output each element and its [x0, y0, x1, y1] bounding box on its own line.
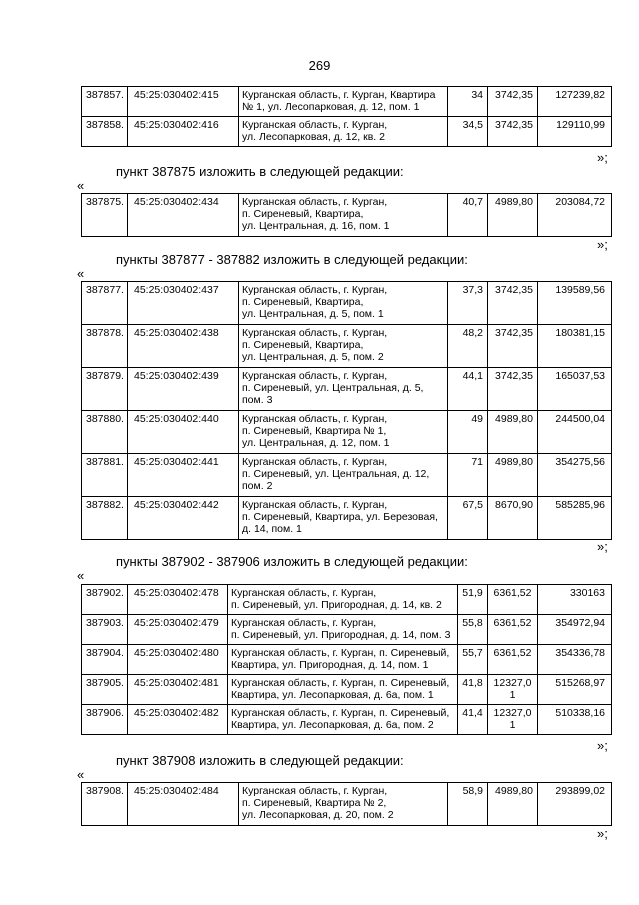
close-quote: »; [597, 539, 608, 554]
total-value-cell: 165037,53 [538, 368, 612, 411]
area-cell: 41,4 [458, 705, 488, 735]
address-cell [239, 194, 448, 237]
total-value-cell: 139589,56 [538, 282, 612, 325]
item-number-cell: 387902. [82, 585, 128, 615]
address-cell [239, 325, 448, 368]
total-value-cell: 127239,82 [538, 87, 612, 117]
area-cell: 55,7 [458, 645, 488, 675]
area-cell: 48,2 [448, 325, 488, 368]
cadastral-number-cell: 45:25:030402:481 [128, 675, 228, 705]
section-header: пункт 387908 изложить в следующей редакции: [116, 753, 404, 768]
cadastral-number-cell: 45:25:030402:482 [128, 705, 228, 735]
address-line: Курганская область, г. Курган, [242, 785, 388, 797]
cadastral-number-cell: 45:25:030402:442 [128, 497, 239, 540]
address-line: ул. Центральная, д. 5, пом. 1 [242, 308, 384, 320]
address-line: ул. Лесопарковая, д. 20, пом. 2 [242, 809, 394, 821]
area-cell: 51,9 [458, 585, 488, 615]
cadastral-number-cell: 45:25:030402:439 [128, 368, 239, 411]
price-cell [488, 705, 538, 735]
property-table [81, 193, 612, 237]
item-number-cell: 387881. [82, 454, 128, 497]
address-cell [239, 282, 448, 325]
table-row [82, 194, 612, 237]
table-row [82, 497, 612, 540]
address-cell [228, 615, 458, 645]
close-quote: »; [597, 150, 608, 165]
address-line: Курганская область, г. Курган, [242, 499, 388, 511]
item-number-cell: 387877. [82, 282, 128, 325]
price-cell: 3742,35 [488, 87, 538, 117]
close-quote: »; [597, 826, 608, 841]
address-line: Курганская область, г. Курган, Квартира [242, 89, 436, 101]
address-cell [239, 368, 448, 411]
total-value-cell: 585285,96 [538, 497, 612, 540]
item-number-cell: 387880. [82, 411, 128, 454]
property-table [81, 782, 612, 826]
price-line: 1 [509, 719, 516, 731]
address-line: пом. 3 [242, 394, 273, 406]
area-cell: 34,5 [448, 117, 488, 147]
price-cell: 8670,90 [488, 497, 538, 540]
total-value-cell: 510338,16 [538, 705, 612, 735]
address-line: п. Сиреневый, Квартира, [242, 208, 364, 220]
address-line: № 1, ул. Лесопарковая, д. 12, пом. 1 [242, 101, 420, 113]
open-quote: « [77, 767, 85, 782]
area-cell: 49 [448, 411, 488, 454]
price-line: 12327,0 [493, 677, 532, 689]
close-quote: »; [597, 738, 608, 753]
total-value-cell: 354972,94 [538, 615, 612, 645]
price-cell: 4989,80 [488, 411, 538, 454]
table-row [82, 87, 612, 117]
open-quote: « [77, 178, 85, 193]
cadastral-number-cell: 45:25:030402:415 [128, 87, 239, 117]
address-line: п. Сиреневый, ул. Пригородная, д. 14, кв. 2 [231, 599, 442, 611]
cadastral-number-cell: 45:25:030402:478 [128, 585, 228, 615]
address-line: ул. Центральная, д. 12, пом. 1 [242, 437, 390, 449]
table-row [82, 705, 612, 735]
address-line: п. Сиреневый, Квартира, [242, 296, 364, 308]
property-table [81, 86, 612, 147]
table-row [82, 325, 612, 368]
address-cell [239, 454, 448, 497]
cadastral-number-cell: 45:25:030402:480 [128, 645, 228, 675]
price-cell [488, 675, 538, 705]
table-row [82, 675, 612, 705]
price-cell: 4989,80 [488, 194, 538, 237]
item-number-cell: 387903. [82, 615, 128, 645]
table-row [82, 411, 612, 454]
area-cell: 34 [448, 87, 488, 117]
address-cell [228, 585, 458, 615]
table-row [82, 117, 612, 147]
item-number-cell: 387875. [82, 194, 128, 237]
address-line: Квартира, ул. Пригородная, д. 14, пом. 1 [231, 659, 429, 671]
total-value-cell: 293899,02 [538, 783, 612, 826]
cadastral-number-cell: 45:25:030402:438 [128, 325, 239, 368]
total-value-cell: 180381,15 [538, 325, 612, 368]
address-line: Квартира, ул. Лесопарковая, д. 6а, пом. 1 [231, 689, 434, 701]
price-cell: 3742,35 [488, 282, 538, 325]
item-number-cell: 387858. [82, 117, 128, 147]
address-line: Курганская область, г. Курган, [242, 413, 388, 425]
property-table [81, 281, 612, 540]
address-line: Квартира, ул. Лесопарковая, д. 6а, пом. 2 [231, 719, 434, 731]
table-row [82, 615, 612, 645]
address-line: п. Сиреневый, Квартира, ул. Березовая, [242, 511, 438, 523]
item-number-cell: 387857. [82, 87, 128, 117]
area-cell: 44,1 [448, 368, 488, 411]
item-number-cell: 387882. [82, 497, 128, 540]
item-number-cell: 387908. [82, 783, 128, 826]
address-line: Курганская область, г. Курган, [242, 370, 388, 382]
section-header: пункты 387877 - 387882 изложить в следующей редакции: [116, 252, 468, 267]
table-row [82, 282, 612, 325]
address-cell [228, 705, 458, 735]
address-line: Курганская область, г. Курган, п. Сиреневый, [231, 677, 450, 689]
address-line: Курганская область, г. Курган, [242, 196, 388, 208]
cadastral-number-cell: 45:25:030402:437 [128, 282, 239, 325]
address-line: д. 14, пом. 1 [242, 523, 302, 535]
address-line: Курганская область, г. Курган, [242, 119, 388, 131]
cadastral-number-cell: 45:25:030402:441 [128, 454, 239, 497]
address-line: п. Сиреневый, ул. Центральная, д. 12, [242, 468, 430, 480]
total-value-cell: 354275,56 [538, 454, 612, 497]
cadastral-number-cell: 45:25:030402:479 [128, 615, 228, 645]
address-cell [228, 645, 458, 675]
price-cell: 4989,80 [488, 454, 538, 497]
address-cell [239, 783, 448, 826]
price-cell: 6361,52 [488, 585, 538, 615]
table-row [82, 368, 612, 411]
area-cell: 41,8 [458, 675, 488, 705]
cadastral-number-cell: 45:25:030402:484 [128, 783, 239, 826]
address-cell [239, 497, 448, 540]
cadastral-number-cell: 45:25:030402:440 [128, 411, 239, 454]
address-cell [239, 117, 448, 147]
price-cell: 3742,35 [488, 325, 538, 368]
price-line: 12327,0 [493, 707, 532, 719]
table-row [82, 454, 612, 497]
table-row [82, 585, 612, 615]
address-line: Курганская область, г. Курган, [242, 284, 388, 296]
total-value-cell: 203084,72 [538, 194, 612, 237]
table-row [82, 645, 612, 675]
open-quote: « [77, 266, 85, 281]
item-number-cell: 387879. [82, 368, 128, 411]
address-line: Курганская область, г. Курган, п. Сиреневый, [231, 707, 450, 719]
address-line: п. Сиреневый, Квартира № 1, [242, 425, 387, 437]
cadastral-number-cell: 45:25:030402:416 [128, 117, 239, 147]
area-cell: 67,5 [448, 497, 488, 540]
price-cell: 6361,52 [488, 615, 538, 645]
address-line: п. Сиреневый, Квартира, [242, 339, 364, 351]
address-line: п. Сиреневый, ул. Центральная, д. 5, [242, 382, 424, 394]
address-cell [228, 675, 458, 705]
address-line: ул. Лесопарковая, д. 12, кв. 2 [242, 131, 385, 143]
price-line: 1 [509, 689, 516, 701]
area-cell: 58,9 [448, 783, 488, 826]
area-cell: 55,8 [458, 615, 488, 645]
address-line: п. Сиреневый, ул. Пригородная, д. 14, пом. 3 [231, 629, 451, 641]
page-number: 269 [308, 58, 331, 73]
address-line: Курганская область, г. Курган, [231, 617, 377, 629]
price-cell: 4989,80 [488, 783, 538, 826]
total-value-cell: 330163 [538, 585, 612, 615]
address-line: пом. 2 [242, 480, 273, 492]
close-quote: »; [597, 237, 608, 252]
total-value-cell: 244500,04 [538, 411, 612, 454]
price-cell: 3742,35 [488, 117, 538, 147]
address-cell [239, 411, 448, 454]
property-table [81, 584, 612, 735]
area-cell: 71 [448, 454, 488, 497]
address-line: ул. Центральная, д. 16, пом. 1 [242, 220, 390, 232]
address-line: Курганская область, г. Курган, п. Сиреневый, [231, 647, 450, 659]
price-cell: 3742,35 [488, 368, 538, 411]
address-line: Курганская область, г. Курган, [242, 456, 388, 468]
address-line: Курганская область, г. Курган, [231, 587, 377, 599]
area-cell: 40,7 [448, 194, 488, 237]
item-number-cell: 387906. [82, 705, 128, 735]
item-number-cell: 387905. [82, 675, 128, 705]
table-row [82, 783, 612, 826]
address-line: ул. Центральная, д. 5, пом. 2 [242, 351, 384, 363]
section-header: пункты 387902 - 387906 изложить в следующей редакции: [116, 554, 468, 569]
section-header: пункт 387875 изложить в следующей редакции: [116, 164, 404, 179]
price-cell: 6361,52 [488, 645, 538, 675]
item-number-cell: 387904. [82, 645, 128, 675]
open-quote: « [77, 568, 85, 583]
item-number-cell: 387878. [82, 325, 128, 368]
address-line: п. Сиреневый, Квартира № 2, [242, 797, 387, 809]
address-cell [239, 87, 448, 117]
cadastral-number-cell: 45:25:030402:434 [128, 194, 239, 237]
area-cell: 37,3 [448, 282, 488, 325]
total-value-cell: 129110,99 [538, 117, 612, 147]
total-value-cell: 354336,78 [538, 645, 612, 675]
address-line: Курганская область, г. Курган, [242, 327, 388, 339]
total-value-cell: 515268,97 [538, 675, 612, 705]
